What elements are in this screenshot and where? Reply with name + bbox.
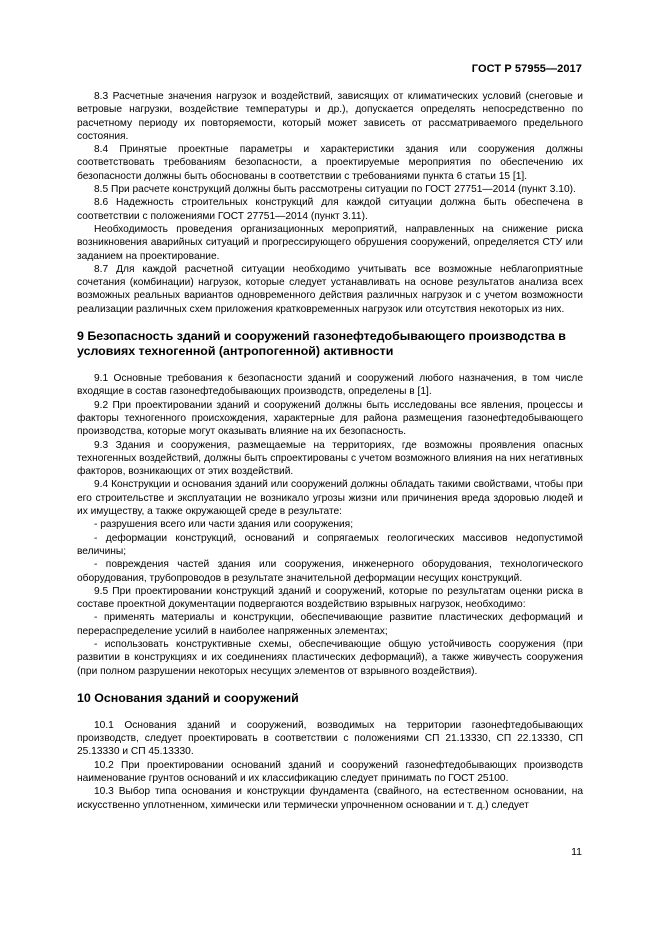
paragraph-9-5: 9.5 При проектировании конструкций зданий и сооружений, которые по результатам оценки риска в составе проектной документации подвергаются воздействию взрывных нагрузок, необходимо:: [77, 585, 583, 611]
paragraph-8-5: 8.5 При расчете конструкций должны быть рассмотрены ситуации по ГОСТ 27751—2014 (пункт 3.10).: [94, 184, 576, 196]
paragraph-8-6-note: Необходимость проведения организационных мероприятий, направленных на снижение риска возникновения аварийных ситуаций и прогрессирующего обрушения сооружений, определяется СТУ или заданием на проектирование.: [77, 223, 583, 262]
paragraph-8-6: 8.6 Надежность строительных конструкций для каждой ситуации должна быть обеспечена в соответствии с положениями ГОСТ 27751—2014 (пункт 3.11).: [77, 197, 583, 222]
section-9-heading: 9 Безопасность зданий и сооружений газонефтедобывающего производства в условиях техногенной (антропогенной) активности: [77, 329, 566, 359]
paragraph-9-1: 9.1 Основные требования к безопасности зданий и сооружений любого назначения, в том числе входящие в состав газонефтедобывающих производств, определены в [1].: [77, 373, 583, 398]
page-number: 11: [571, 846, 582, 858]
list-item: - повреждения частей здания или сооружения, инженерного оборудования, технологического оборудования, трубопроводов в результате значительной деформации несущих конструкций.: [77, 559, 583, 584]
paragraph-8-7: 8.7 Для каждой расчетной ситуации необходимо учитывать все возможные неблагоприятные сочетания (комбинации) нагрузок, которые следует устанавливать на основе результатов анализа всех возможных реальных вариантов одновременного действия различных нагрузок и с учетом возможности реализации различных схем приложения кратковременных нагрузок или отсутствия некоторых из них.: [77, 263, 583, 315]
paragraph-8-3: 8.3 Расчетные значения нагрузок и воздействий, зависящих от климатических условий (снеговые и ветровые нагрузки, воздействие температуры и др.), допускается определять непосредственно по расчетному периоду их повторяемости, который может зависеть от рассматриваемого предельного состояния.: [77, 91, 583, 142]
list-item: - применять материалы и конструкции, обеспечивающие развитие пластических деформаций и перераспределение усилий в наиболее напряженных элементах;: [77, 612, 583, 637]
document-body: [77, 90, 583, 812]
list-item: - использовать конструктивные схемы, обеспечивающие общую устойчивость сооружения (при развитии в конструкциях и их соединениях пластических деформаций), а также живучесть сооружения (при полном разрушении некоторых несущих элементов от взрывного воздействия).: [77, 638, 583, 677]
paragraph-10-1: 10.1 Основания зданий и сооружений, возводимых на территории газонефтедобывающих производств, следует проектировать в соответствии с положениями СП 21.13330, СП 22.13330, СП 25.13330 и СП 45.13330.: [77, 719, 583, 758]
paragraph-9-3: 9.3 Здания и сооружения, размещаемые на территориях, где возможны проявления опасных техногенных воздействий, должны быть спроектированы с учетом возможного влияния на них негативных факторов, возникающих от этих воздействий.: [77, 439, 583, 478]
list-item: - деформации конструкций, оснований и сопрягаемых геологических массивов недопустимой величины;: [77, 532, 583, 557]
paragraph-9-2: 9.2 При проектировании зданий и сооружений должны быть исследованы все явления, процессы и факторы техногенного происхождения, характерные для района размещения газонефтедобывающего производства, которые могут оказывать влияние на их безопасность.: [77, 399, 583, 438]
list-item: - разрушения всего или части здания или сооружения;: [94, 519, 354, 531]
document-id: ГОСТ Р 57955—2017: [471, 63, 582, 75]
paragraph-10-3: 10.3 Выбор типа основания и конструкции фундамента (свайного, на естественном основании, на искусственно уплотненном, химически или термически упрочненном основании и т. д.) следует: [77, 786, 583, 811]
paragraph-8-4: 8.4 Принятые проектные параметры и характеристики здания или сооружения должны соответствовать требованиям безопасности, а проектируемые мероприятия по обеспечению их безопасности должны быть обоснованы в соответствии с требованиями пункта 6 статьи 15 [1].: [77, 144, 583, 182]
paragraph-10-2: 10.2 При проектировании оснований зданий и сооружений газонефтедобывающих производств наименование грунтов оснований и их классификацию следует принимать по ГОСТ 25100.: [77, 759, 583, 785]
section-10-heading: 10 Основания зданий и сооружений: [77, 690, 299, 705]
paragraph-9-4: 9.4 Конструкции и основания зданий или сооружений должны обладать такими свойствами, чтобы при его строительстве и эксплуатации не возникало угрозы жизни или причинения вреда здоровью людей и их имуществу, а также окружающей среде в результате:: [77, 479, 583, 518]
